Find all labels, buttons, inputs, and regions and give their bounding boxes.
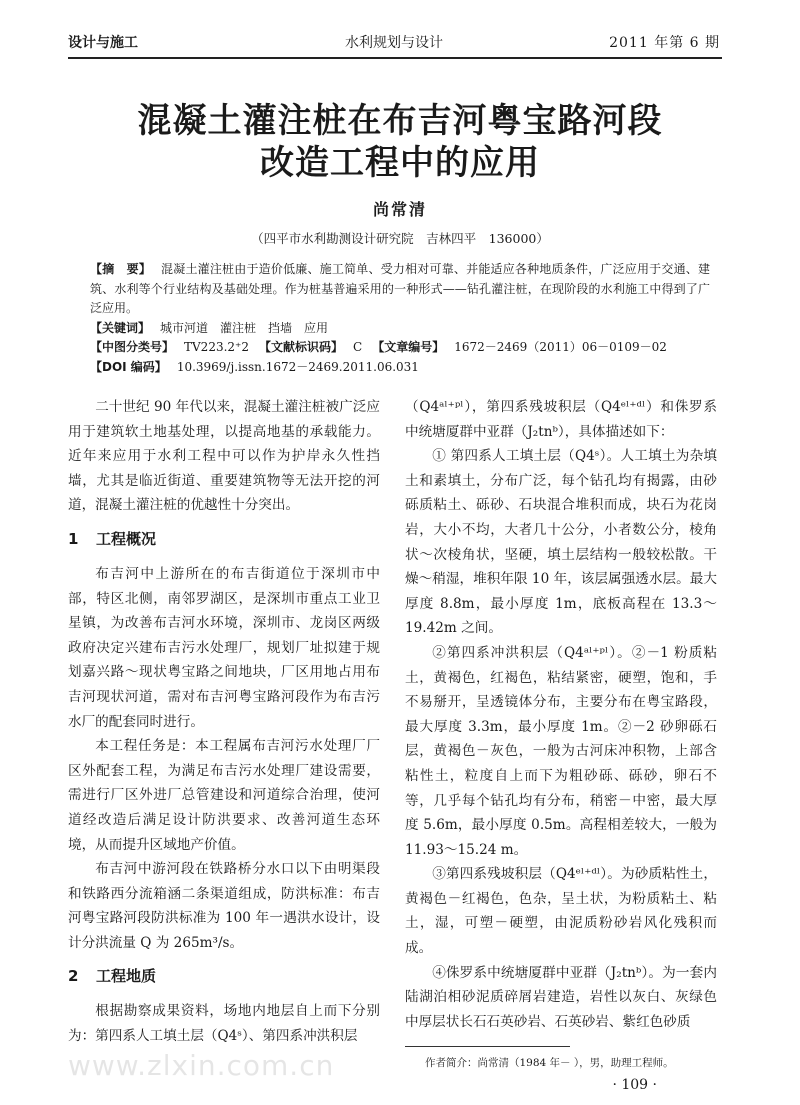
section-heading-1 xyxy=(68,527,380,551)
classification xyxy=(90,338,710,358)
doi-label: 【DOI 编码】 xyxy=(90,359,167,374)
paragraph: ① 第四系人工填土层（Q4ˢ）。人工填土为杂填土和素填土，分布广泛，每个钻孔均有揭露，由砂砾质粘土、砾砂、石块混合堆积而成，块石为花岗岩，大小不均，大者几十公分，小者数公分，棱角状～次棱角状，坚硬，填土层结构一般较松散。干燥～稍湿，堆积年限 10 年，该层属强透水层。最大厚度 8.8m，最小厚度 1m，底板高程在 13.3～19.42m 之间。 xyxy=(405,448,717,637)
paragraph: 二十世纪 90 年代以来，混凝土灌注桩被广泛应用于建筑软土地基处理，以提高地基的承载能力。近年来应用于水利工程中可以作为护岸永久性挡墙，尤其是临近街道、重要建筑物等无法开挖的河道，混凝土灌注桩的优越性十分突出。 xyxy=(68,399,380,514)
paragraph: （Q4ᵃˡ⁺ᵖˡ），第四系残坡积层（Q4ᵉˡ⁺ᵈˡ）和侏罗系中统塘厦群中亚群（J₂tnᵇ），具体描述如下： xyxy=(405,399,717,440)
footnote-rule xyxy=(405,1046,570,1047)
abstract-text: 混凝土灌注桩由于造价低廉、施工简单、受力相对可靠、并能适应各种地质条件，广泛应用于交通、建筑、水利等个行业结构及基础处理。作为桩基普遍采用的一种形式——钻孔灌注桩，在现阶段的水利施工中得到了广泛应用。 xyxy=(90,262,710,315)
footnote: 作者简介：尚常清（1984 年－ ），男，助理工程师。 xyxy=(425,1057,674,1070)
watermark: www.zlxin.com.cn xyxy=(68,1048,335,1082)
right-column xyxy=(405,395,717,1094)
keywords-text: 城市河道 灌注桩 挡墙 应用 xyxy=(160,320,329,335)
keywords-label: 【关键词】 xyxy=(90,320,151,335)
abstract xyxy=(90,260,710,319)
paragraph: ③第四系残坡积层（Q4ᵉˡ⁺ᵈˡ）。为砂质粘性土，黄褐色－红褐色，色杂，呈土状，为粉质粘土、粘土，湿，可塑－硬塑，由泥质粉砂岩风化残积而成。 xyxy=(405,866,717,957)
paragraph: 布吉河中游河段在铁路桥分水口以下由明渠段和铁路西分流箱涵二条渠道组成，防洪标准：布吉河粤宝路河段防洪标准为 100 年一遇洪水设计，设计分洪流量 Q 为 265m³/s。 xyxy=(68,861,380,951)
page-number: · 109 · xyxy=(612,1077,657,1094)
abstract-block xyxy=(90,260,710,377)
paragraph: ②第四系冲洪积层（Q4ᵃˡ⁺ᵖˡ）。②－1 粉质粘土，黄褐色，红褐色，粘结紧密，硬塑，饱和，手不易掰开，呈透镜体分布，主要分布在粤宝路段，最大厚度 3.3m，最小厚度 1m。②－2 砂卵砾石层，黄褐色－灰色，一般为古河床冲积物，上部含粘性土，粒度自上而下为粗砂砾、砾砂，卵石不等，几乎每个钻孔均有分布，稍密－中密，最大厚度 5.6m，最小厚度 0.5m。高程相差较大，一般为 11.93～15.24 m。 xyxy=(405,644,717,858)
paragraph: ④侏罗系中统塘厦群中亚群（J₂tnᵇ）。为一套内陆湖泊相砂泥质碎屑岩建造，岩性以灰白、灰绿色中厚层状长石石英砂岩、石英砂岩、紫红色砂质 xyxy=(405,964,717,1030)
article-no-value: 1672－2469（2011）06－0109－02 xyxy=(454,340,667,354)
clc-label: 【中图分类号】 xyxy=(90,340,175,354)
section-heading-2 xyxy=(68,964,380,988)
header-journal: 水利规划与设计 xyxy=(345,35,443,51)
article-no-label: 【文章编号】 xyxy=(372,340,445,354)
paragraph: 本工程任务是：本工程属布吉河污水处理厂厂区外配套工程，为满足布吉污水处理厂建设需要，需进行厂区外进厂总管建设和河道综合治理，使河道经改造后满足设计防洪要求、改善河道生态环境，从而提升区域地产价值。 xyxy=(68,738,380,853)
header-issue: 2011 年第 6 期 xyxy=(609,35,720,51)
title-line-1: 混凝土灌注桩在布吉河粤宝路河段 xyxy=(137,101,663,141)
body-columns xyxy=(68,395,718,1094)
section-number: 1 xyxy=(68,529,79,548)
left-column xyxy=(68,395,380,1082)
doi-value: 10.3969/j.issn.1672－2469.2011.06.031 xyxy=(176,359,419,374)
paragraph: 布吉河中上游所在的布吉街道位于深圳市中部，特区北侧，南邻罗湖区，是深圳市重点工业卫星镇，为改善布吉河水环境，深圳市、龙岗区两级政府决定兴建布吉污水处理厂，规划厂址拟建于规划嘉兴路～现状粤宝路之间地块，厂区用地占用布吉河现状河道，需对布吉河粤宝路河段作为布吉污水厂的配套同时进行。 xyxy=(68,565,380,730)
clc-value: TV223.2⁺2 xyxy=(184,340,250,354)
affiliation: （四平市水利勘测设计研究院 吉林四平 136000） xyxy=(251,231,549,246)
footnote-area xyxy=(405,1034,717,1105)
doc-code-label: 【文献标识码】 xyxy=(259,340,344,354)
title-line-2: 改造工程中的应用 xyxy=(260,143,540,183)
header-section: 设计与施工 xyxy=(68,35,138,51)
doc-code-value: C xyxy=(353,340,363,354)
page-body xyxy=(0,100,800,1094)
abstract-label: 【摘 要】 xyxy=(90,262,152,276)
paper-title xyxy=(0,100,800,184)
header-rule xyxy=(68,57,722,59)
author: 尚常清 xyxy=(372,200,427,219)
section-title: 工程概况 xyxy=(96,529,157,548)
section-number: 2 xyxy=(68,967,79,986)
keywords xyxy=(90,319,710,339)
doi xyxy=(90,358,710,378)
running-header xyxy=(68,32,720,54)
paragraph: 根据勘察成果资料，场地内地层自上而下分别为：第四系人工填土层（Q4ˢ）、第四系冲洪积层 xyxy=(68,1003,380,1045)
section-title: 工程地质 xyxy=(96,967,157,986)
